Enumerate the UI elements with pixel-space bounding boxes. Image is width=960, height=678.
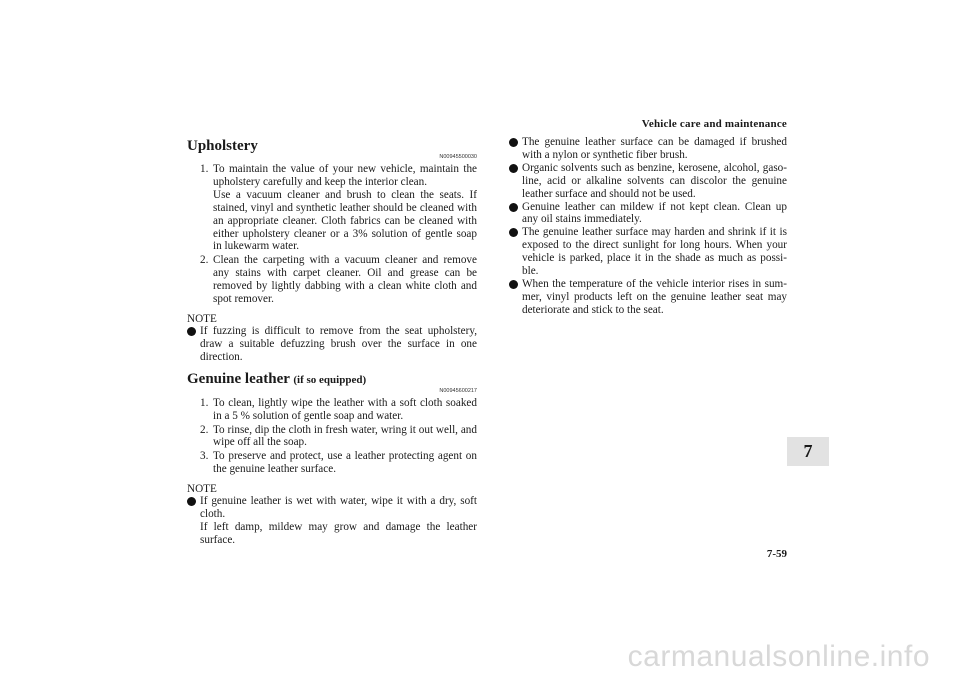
left-column [187,136,477,547]
note-text: The genuine leather surface may harden and shrink if it is exposed to the direct sunlight for long hours. When your vehicle is parked, place it in the shade as much as possi-ble. [522,226,787,278]
note-list [187,495,477,547]
reference-code: N00945600217 [439,387,477,394]
bullet-icon [187,327,196,336]
bullet-icon [509,280,518,289]
step-number: 1. [200,163,209,175]
note-text: If genuine leather is wet with water, wipe it with a dry, soft cloth. [200,495,477,521]
section-genuine-leather [187,371,477,547]
note-item [509,278,787,317]
chapter-tab: 7 [787,437,829,466]
note-text: When the temperature of the vehicle interior rises in sum-mer, vinyl products left on the genuine leather seat may deteriorate and stick to the seat. [522,277,787,316]
bullet-icon [509,138,518,147]
step-number: 3. [200,450,209,463]
note-label: NOTE [187,312,217,325]
section-title-text: Upholstery [187,138,258,154]
bullet-icon [187,497,196,506]
step-text: To preserve and protect, use a leather protecting agent on the genuine leather surface. [213,450,477,476]
note-text: The genuine leather surface can be damaged if brushed with a nylon or synthetic fiber brush. [522,136,787,161]
step-item [187,254,477,306]
section-subtitle: (if so equipped) [293,373,367,386]
note-item [187,495,477,547]
right-column [509,136,787,317]
note-text: If fuzzing is difficult to remove from the seat upholstery, draw a suitable defuzzing brush over the surface in one direction. [200,324,477,363]
note-item [187,325,477,364]
step-text: To maintain the value of your new vehicle, maintain the upholstery carefully and keep the interior clean. [213,163,477,188]
step-item [187,450,477,476]
section-title-text: Genuine leather [187,370,290,387]
note-item [509,226,787,278]
note-item [509,162,787,201]
step-list [187,397,477,476]
note-item [509,201,787,227]
note-item [509,136,787,162]
step-text: Clean the carpeting with a vacuum cleaner and remove any stains with carpet cleaner. Oil and grease can be removed by lightly dabbing with a clean white cloth and spot remover. [213,254,477,306]
section-title [187,138,477,154]
note-text: If left damp, mildew may grow and damage the leather surface. [200,520,477,546]
step-item [187,424,477,450]
step-text: To clean, lightly wipe the leather with a soft cloth soaked in a 5 % solution of gentle soap and water. [213,396,477,422]
page-number: 7-59 [766,548,787,560]
leather-caution-list [509,136,787,317]
step-text: Use a vacuum cleaner and brush to clean the seats. If stained, vinyl and synthetic leather should be cleaned with an appropriate cleaner. Cloth fabrics can be cleaned with either upholstery cleaner or a 3% solution of gentle soap in lukewarm water. [213,188,477,253]
step-item [187,397,477,423]
running-header: Vehicle care and maintenance [641,118,787,130]
step-list [187,163,477,306]
section-upholstery [187,138,477,364]
note-text: Organic solvents such as benzine, kerosene, alcohol, gaso-line, acid or alkaline solvents can discolor the genuine leather surface and should not be used. [522,161,787,200]
step-item [187,163,477,253]
note-list [187,325,477,364]
step-number: 2. [200,423,209,436]
note-label: NOTE [187,483,217,496]
step-number: 1. [200,396,209,409]
bullet-icon [509,203,518,212]
bullet-icon [509,164,518,173]
section-title [187,371,477,388]
note-text: Genuine leather can mildew if not kept clean. Clean up any oil stains immediately. [522,200,787,226]
step-number: 2. [200,254,209,267]
bullet-icon [509,228,518,237]
step-text: To rinse, dip the cloth in fresh water, wring it out well, and wipe off all the soap. [213,423,477,449]
watermark: carmanualsonline.info [627,640,930,673]
reference-code: N00945500030 [439,154,477,160]
